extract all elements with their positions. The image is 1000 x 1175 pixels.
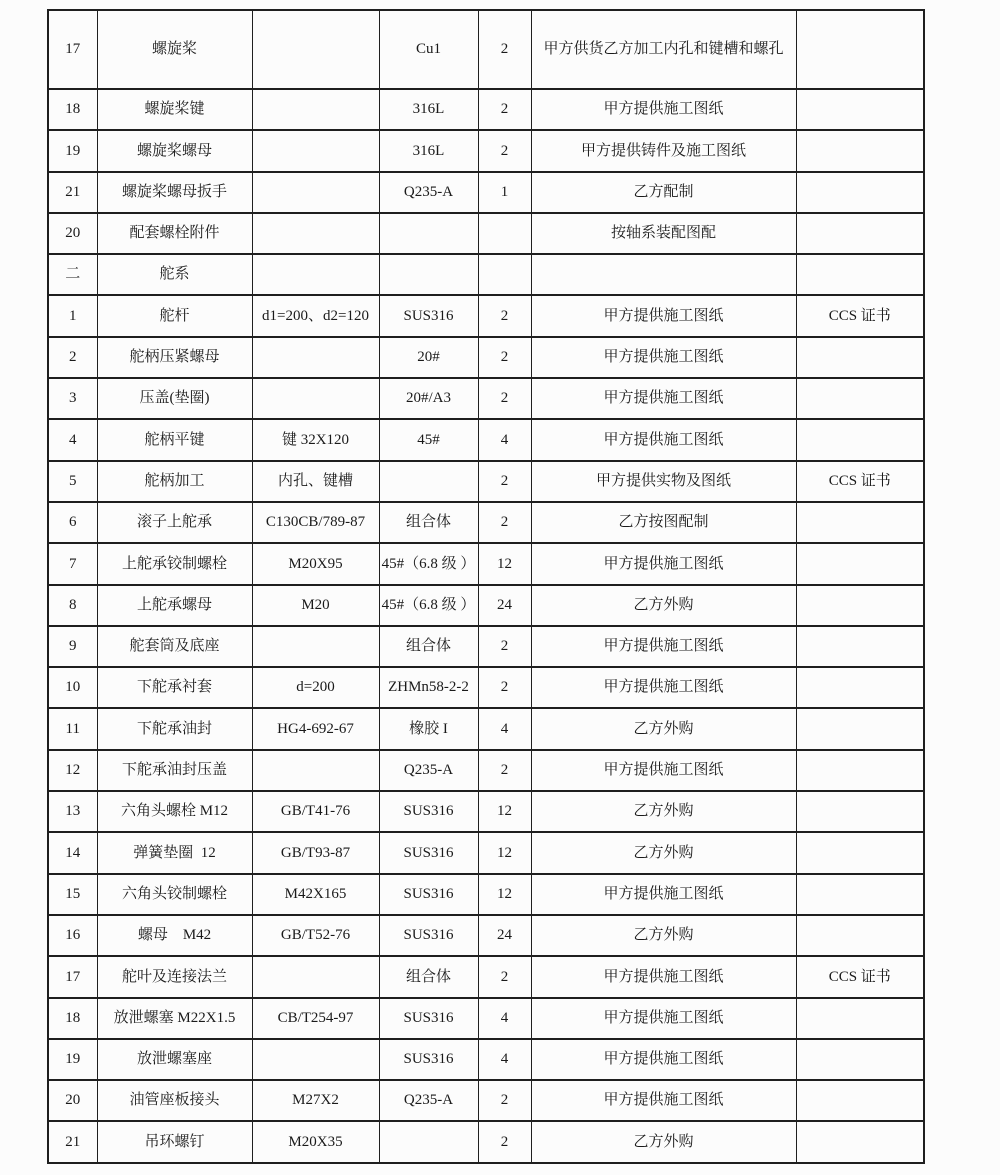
table-row bbox=[48, 1039, 924, 1080]
remark-cell: 乙方外购 bbox=[531, 585, 796, 626]
certificate-cell bbox=[796, 626, 924, 667]
qty-cell: 2 bbox=[478, 502, 531, 543]
remark-cell: 甲方提供施工图纸 bbox=[531, 956, 796, 997]
remark-cell: 乙方外购 bbox=[531, 708, 796, 749]
name-cell: 下舵承油封 bbox=[97, 708, 252, 749]
parts-list-table bbox=[47, 9, 925, 1164]
material-cell bbox=[379, 213, 478, 254]
table-row bbox=[48, 626, 924, 667]
name-cell: 舵柄压紧螺母 bbox=[97, 337, 252, 378]
remark-cell: 乙方外购 bbox=[531, 832, 796, 873]
material-cell: Q235-A bbox=[379, 1080, 478, 1121]
material-cell: 45#（6.8 级 ） bbox=[379, 543, 478, 584]
name-cell: 螺旋桨螺母 bbox=[97, 130, 252, 171]
remark-cell: 甲方提供施工图纸 bbox=[531, 337, 796, 378]
material-cell: 316L bbox=[379, 130, 478, 171]
table-row bbox=[48, 667, 924, 708]
table-row bbox=[48, 172, 924, 213]
table-row bbox=[48, 956, 924, 997]
certificate-cell: CCS 证书 bbox=[796, 461, 924, 502]
material-cell bbox=[379, 1121, 478, 1162]
name-cell: 螺旋桨 bbox=[97, 10, 252, 89]
material-cell: SUS316 bbox=[379, 998, 478, 1039]
qty-cell: 1 bbox=[478, 172, 531, 213]
remark-cell: 甲方提供施工图纸 bbox=[531, 667, 796, 708]
name-cell: 螺旋桨螺母扳手 bbox=[97, 172, 252, 213]
material-cell: SUS316 bbox=[379, 1039, 478, 1080]
name-cell: 油管座板接头 bbox=[97, 1080, 252, 1121]
material-cell: Q235-A bbox=[379, 172, 478, 213]
certificate-cell bbox=[796, 543, 924, 584]
spec-cell: M27X2 bbox=[252, 1080, 379, 1121]
name-cell: 六角头螺栓 M12 bbox=[97, 791, 252, 832]
seq-cell: 17 bbox=[48, 10, 97, 89]
material-cell: 组合体 bbox=[379, 626, 478, 667]
spec-cell bbox=[252, 172, 379, 213]
table-row bbox=[48, 337, 924, 378]
material-cell: 45#（6.8 级 ） bbox=[379, 585, 478, 626]
seq-cell: 2 bbox=[48, 337, 97, 378]
certificate-cell bbox=[796, 874, 924, 915]
qty-cell: 2 bbox=[478, 378, 531, 419]
table-row bbox=[48, 543, 924, 584]
material-cell: 橡胶 I bbox=[379, 708, 478, 749]
table-row bbox=[48, 708, 924, 749]
remark-cell: 甲方提供施工图纸 bbox=[531, 874, 796, 915]
spec-cell bbox=[252, 1039, 379, 1080]
material-cell: 组合体 bbox=[379, 956, 478, 997]
spec-cell: GB/T41-76 bbox=[252, 791, 379, 832]
certificate-cell bbox=[796, 832, 924, 873]
name-cell: 舵系 bbox=[97, 254, 252, 295]
remark-cell: 甲方提供实物及图纸 bbox=[531, 461, 796, 502]
qty-cell: 24 bbox=[478, 585, 531, 626]
qty-cell: 2 bbox=[478, 956, 531, 997]
seq-cell: 8 bbox=[48, 585, 97, 626]
table-row bbox=[48, 130, 924, 171]
qty-cell bbox=[478, 213, 531, 254]
spec-cell: M20X95 bbox=[252, 543, 379, 584]
seq-cell: 7 bbox=[48, 543, 97, 584]
seq-cell: 11 bbox=[48, 708, 97, 749]
spec-cell: M20X35 bbox=[252, 1121, 379, 1162]
spec-cell: M42X165 bbox=[252, 874, 379, 915]
certificate-cell bbox=[796, 585, 924, 626]
material-cell: 组合体 bbox=[379, 502, 478, 543]
remark-cell: 乙方外购 bbox=[531, 791, 796, 832]
seq-cell: 20 bbox=[48, 213, 97, 254]
seq-cell: 19 bbox=[48, 130, 97, 171]
certificate-cell bbox=[796, 213, 924, 254]
remark-cell: 甲方提供铸件及施工图纸 bbox=[531, 130, 796, 171]
material-cell: ZHMn58-2-2 bbox=[379, 667, 478, 708]
spec-cell bbox=[252, 956, 379, 997]
qty-cell: 2 bbox=[478, 89, 531, 130]
name-cell: 上舵承螺母 bbox=[97, 585, 252, 626]
certificate-cell bbox=[796, 502, 924, 543]
certificate-cell bbox=[796, 708, 924, 749]
name-cell: 吊环螺钉 bbox=[97, 1121, 252, 1162]
seq-cell: 9 bbox=[48, 626, 97, 667]
table-row bbox=[48, 378, 924, 419]
spec-cell bbox=[252, 626, 379, 667]
remark-cell: 甲方提供施工图纸 bbox=[531, 626, 796, 667]
remark-cell: 甲方提供施工图纸 bbox=[531, 1039, 796, 1080]
table-row bbox=[48, 419, 924, 460]
remark-cell: 甲方提供施工图纸 bbox=[531, 543, 796, 584]
remark-cell: 甲方提供施工图纸 bbox=[531, 89, 796, 130]
certificate-cell bbox=[796, 172, 924, 213]
name-cell: 放泄螺塞座 bbox=[97, 1039, 252, 1080]
certificate-cell bbox=[796, 10, 924, 89]
material-cell: 20# bbox=[379, 337, 478, 378]
spec-cell: C130CB/789-87 bbox=[252, 502, 379, 543]
remark-cell: 甲方提供施工图纸 bbox=[531, 750, 796, 791]
material-cell: SUS316 bbox=[379, 915, 478, 956]
name-cell: 上舵承铰制螺栓 bbox=[97, 543, 252, 584]
qty-cell: 12 bbox=[478, 832, 531, 873]
name-cell: 舵柄加工 bbox=[97, 461, 252, 502]
name-cell: 舵叶及连接法兰 bbox=[97, 956, 252, 997]
seq-cell: 12 bbox=[48, 750, 97, 791]
certificate-cell bbox=[796, 791, 924, 832]
spec-cell bbox=[252, 254, 379, 295]
qty-cell: 2 bbox=[478, 10, 531, 89]
qty-cell: 4 bbox=[478, 708, 531, 749]
table-row bbox=[48, 998, 924, 1039]
table-row bbox=[48, 89, 924, 130]
table-row bbox=[48, 10, 924, 89]
certificate-cell bbox=[796, 667, 924, 708]
table-row bbox=[48, 1121, 924, 1162]
qty-cell: 12 bbox=[478, 543, 531, 584]
name-cell: 六角头铰制螺栓 bbox=[97, 874, 252, 915]
certificate-cell bbox=[796, 750, 924, 791]
material-cell: 316L bbox=[379, 89, 478, 130]
seq-cell: 17 bbox=[48, 956, 97, 997]
seq-cell: 1 bbox=[48, 295, 97, 336]
seq-cell: 14 bbox=[48, 832, 97, 873]
seq-cell: 20 bbox=[48, 1080, 97, 1121]
remark-cell: 乙方按图配制 bbox=[531, 502, 796, 543]
seq-cell: 5 bbox=[48, 461, 97, 502]
qty-cell: 2 bbox=[478, 750, 531, 791]
spec-cell bbox=[252, 213, 379, 254]
qty-cell: 2 bbox=[478, 1121, 531, 1162]
remark-cell: 甲方提供施工图纸 bbox=[531, 998, 796, 1039]
spec-cell bbox=[252, 89, 379, 130]
qty-cell: 12 bbox=[478, 874, 531, 915]
remark-cell: 乙方外购 bbox=[531, 1121, 796, 1162]
spec-cell: HG4-692-67 bbox=[252, 708, 379, 749]
certificate-cell bbox=[796, 1039, 924, 1080]
certificate-cell bbox=[796, 130, 924, 171]
name-cell: 弹簧垫圈 12 bbox=[97, 832, 252, 873]
seq-cell: 13 bbox=[48, 791, 97, 832]
certificate-cell bbox=[796, 1121, 924, 1162]
material-cell: Cu1 bbox=[379, 10, 478, 89]
spec-cell bbox=[252, 337, 379, 378]
remark-cell: 按轴系装配图配 bbox=[531, 213, 796, 254]
table-row bbox=[48, 213, 924, 254]
certificate-cell bbox=[796, 378, 924, 419]
spec-cell: M20 bbox=[252, 585, 379, 626]
certificate-cell bbox=[796, 1080, 924, 1121]
qty-cell: 2 bbox=[478, 130, 531, 171]
material-cell: SUS316 bbox=[379, 791, 478, 832]
remark-cell bbox=[531, 254, 796, 295]
certificate-cell bbox=[796, 419, 924, 460]
material-cell: 20#/A3 bbox=[379, 378, 478, 419]
seq-cell: 16 bbox=[48, 915, 97, 956]
remark-cell: 甲方提供施工图纸 bbox=[531, 1080, 796, 1121]
name-cell: 螺旋桨键 bbox=[97, 89, 252, 130]
seq-cell: 3 bbox=[48, 378, 97, 419]
name-cell: 滚子上舵承 bbox=[97, 502, 252, 543]
spec-cell bbox=[252, 10, 379, 89]
material-cell bbox=[379, 254, 478, 295]
seq-cell: 4 bbox=[48, 419, 97, 460]
certificate-cell bbox=[796, 254, 924, 295]
name-cell: 压盖(垫圈) bbox=[97, 378, 252, 419]
table-row bbox=[48, 874, 924, 915]
certificate-cell bbox=[796, 337, 924, 378]
material-cell bbox=[379, 461, 478, 502]
material-cell: 45# bbox=[379, 419, 478, 460]
seq-cell: 15 bbox=[48, 874, 97, 915]
table-row bbox=[48, 461, 924, 502]
certificate-cell bbox=[796, 89, 924, 130]
qty-cell: 4 bbox=[478, 1039, 531, 1080]
spec-cell: GB/T52-76 bbox=[252, 915, 379, 956]
qty-cell: 2 bbox=[478, 626, 531, 667]
table-row bbox=[48, 832, 924, 873]
seq-cell: 6 bbox=[48, 502, 97, 543]
qty-cell bbox=[478, 254, 531, 295]
remark-cell: 甲方提供施工图纸 bbox=[531, 419, 796, 460]
table-row bbox=[48, 585, 924, 626]
qty-cell: 24 bbox=[478, 915, 531, 956]
qty-cell: 2 bbox=[478, 1080, 531, 1121]
certificate-cell: CCS 证书 bbox=[796, 295, 924, 336]
name-cell: 配套螺栓附件 bbox=[97, 213, 252, 254]
table-row bbox=[48, 791, 924, 832]
remark-cell: 甲方提供施工图纸 bbox=[531, 295, 796, 336]
table-row bbox=[48, 915, 924, 956]
spec-cell bbox=[252, 130, 379, 171]
seq-cell: 18 bbox=[48, 89, 97, 130]
material-cell: SUS316 bbox=[379, 295, 478, 336]
name-cell: 放泄螺塞 M22X1.5 bbox=[97, 998, 252, 1039]
spec-cell: d=200 bbox=[252, 667, 379, 708]
remark-cell: 乙方配制 bbox=[531, 172, 796, 213]
name-cell: 舵套筒及底座 bbox=[97, 626, 252, 667]
table-row bbox=[48, 254, 924, 295]
spec-cell: GB/T93-87 bbox=[252, 832, 379, 873]
material-cell: SUS316 bbox=[379, 874, 478, 915]
certificate-cell: CCS 证书 bbox=[796, 956, 924, 997]
certificate-cell bbox=[796, 998, 924, 1039]
qty-cell: 4 bbox=[478, 998, 531, 1039]
spec-cell: 键 32X120 bbox=[252, 419, 379, 460]
name-cell: 下舵承油封压盖 bbox=[97, 750, 252, 791]
seq-cell: 二 bbox=[48, 254, 97, 295]
qty-cell: 2 bbox=[478, 461, 531, 502]
parts-table-body bbox=[48, 10, 924, 1163]
seq-cell: 18 bbox=[48, 998, 97, 1039]
qty-cell: 4 bbox=[478, 419, 531, 460]
table-row bbox=[48, 502, 924, 543]
qty-cell: 2 bbox=[478, 295, 531, 336]
seq-cell: 21 bbox=[48, 1121, 97, 1162]
remark-cell: 乙方外购 bbox=[531, 915, 796, 956]
qty-cell: 2 bbox=[478, 337, 531, 378]
remark-cell: 甲方供货乙方加工内孔和键槽和螺孔 bbox=[531, 10, 796, 89]
table-row bbox=[48, 1080, 924, 1121]
certificate-cell bbox=[796, 915, 924, 956]
spec-cell bbox=[252, 378, 379, 419]
spec-cell: CB/T254-97 bbox=[252, 998, 379, 1039]
qty-cell: 12 bbox=[478, 791, 531, 832]
seq-cell: 19 bbox=[48, 1039, 97, 1080]
material-cell: Q235-A bbox=[379, 750, 478, 791]
name-cell: 下舵承衬套 bbox=[97, 667, 252, 708]
spec-cell: 内孔、键槽 bbox=[252, 461, 379, 502]
name-cell: 舵杆 bbox=[97, 295, 252, 336]
material-cell: SUS316 bbox=[379, 832, 478, 873]
name-cell: 螺母 M42 bbox=[97, 915, 252, 956]
spec-cell: d1=200、d2=120 bbox=[252, 295, 379, 336]
table-row bbox=[48, 295, 924, 336]
qty-cell: 2 bbox=[478, 667, 531, 708]
seq-cell: 10 bbox=[48, 667, 97, 708]
spec-cell bbox=[252, 750, 379, 791]
table-row bbox=[48, 750, 924, 791]
seq-cell: 21 bbox=[48, 172, 97, 213]
remark-cell: 甲方提供施工图纸 bbox=[531, 378, 796, 419]
name-cell: 舵柄平键 bbox=[97, 419, 252, 460]
